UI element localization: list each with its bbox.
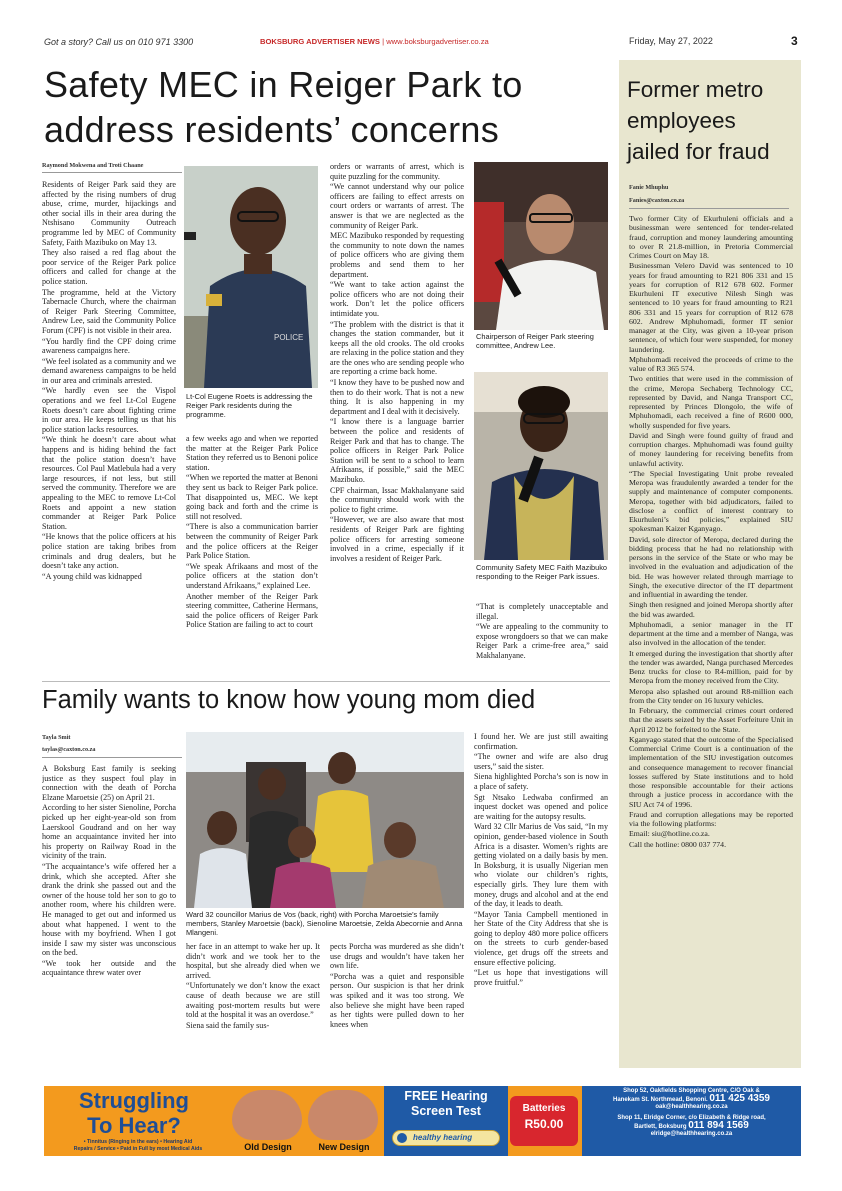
- story1-col2: [186, 434, 318, 704]
- police-officer-illustration: [184, 166, 318, 388]
- masthead-separator: |: [382, 37, 385, 46]
- paragraph: They also raised a red flag about the poor service of the Reiger Park police officers and called for change at the police station.: [42, 248, 176, 286]
- paragraph: Fraud and corruption allegations may be reported via the following platforms:: [629, 809, 793, 828]
- hearing-aid-new-image: [308, 1090, 378, 1140]
- sidebar-byline-rule: [629, 208, 789, 209]
- story1-headline-line2: address residents’ concerns: [44, 109, 499, 150]
- address1-line1: Shop 52, Oakfields Shopping Centre, C/O Oak &: [623, 1088, 760, 1094]
- phone1[interactable]: 011 425 4359: [709, 1093, 770, 1105]
- paragraph: “The problem with the district is that it changes the station commander, but it keeps all the old crooks. The old crooks are relaxing in the police station and they are the ones who are sending people who are reporting a crime back home.: [330, 319, 464, 377]
- paragraph: “We think he doesn’t care about what happens and is hiding behind the fact that the police station doesn’t have resources. Col Paul Matlebula had a very large resources, if not less, but still served the community. Therefore we are appealing to the MEC to remove Lt-Col Roets and appoint a new station commander at Reiger Park Police Station.: [42, 435, 176, 531]
- paragraph: “The acquaintance’s wife offered her a drink, which she accepted. After she drank the drink she passed out and the owner of the house told her son to go to another room, where his children were. He managed to get out and informed us about what happened. I went to the house with my boyfriend. When I got inside I saw my sister was unconscious on the bed.: [42, 861, 176, 958]
- story-tip: Got a story? Call us on 010 971 3300: [44, 37, 194, 47]
- paragraph: pects Porcha was murdered as she didn’t use drugs and wouldn’t have taken her own life.: [330, 942, 464, 971]
- photo-mazibuko-caption: Community Safety MEC Faith Mazibuko responding to the Reiger Park issues.: [476, 563, 608, 581]
- paragraph: In February, the commercial crimes court ordered that the assets seized by the Asset Forfeiture Unit in April 2012 be forfeited to the State.: [629, 706, 793, 734]
- story1-col4: [476, 602, 608, 682]
- photo-roets-caption: Lt-Col Eugene Roets is addressing the Reiger Park residents during the programme.: [186, 392, 313, 419]
- paragraph: Kganyago stated that the outcome of the Specialised Commercial Crime Court is a continuation of the implementation of the SIU investigation outcomes and consequence management to recover financial losses suffered by State institutions and to hold those responsible accountable for their actions through a justice process in accordance with the SIU Act 74 of 1996.: [629, 734, 793, 809]
- paragraph: “I know they have to be pushed now and then to do their work. That is not a new thing. It is also happening in my department and I deal with it decisively.: [330, 378, 464, 416]
- story2-col2: [186, 942, 320, 1066]
- hearing-aid-old-image: [232, 1090, 302, 1140]
- sidebar-email[interactable]: Fanies@caxton.co.za: [629, 197, 685, 204]
- paragraph: “However, we are also aware that most residents of Reiger Park are fighting police officers for arresting someone involved in a crime, especially if it involves a resident of Reiger Park.: [330, 515, 464, 563]
- family-illustration: [186, 732, 464, 908]
- story2-col3: [330, 942, 464, 1066]
- address2: [582, 1119, 801, 1131]
- address1: [582, 1095, 801, 1104]
- free-test-line1: FREE Hearing: [404, 1089, 488, 1103]
- batteries-label: Batteries: [522, 1103, 566, 1114]
- paragraph: “We hardly even see the Vispol operations and we feel Lt-Col Eugene Roets doesn’t care about fighting crime in our area. He keeps telling us that his police station lacks resources.: [42, 386, 176, 434]
- paragraph: Singh then resigned and joined Meropa shortly after the bid was awarded.: [629, 600, 793, 619]
- sidebar-headline-line2: employees: [627, 108, 736, 133]
- paragraph: Two former City of Ekurhuleni officials and a businessman were sentenced for tender-related fraud, corruption and money laundering amounting to over R 21.8-million, in Pretoria Commercial Crimes Court on May 18.: [629, 214, 793, 260]
- paragraph: “A young child was kidnapped: [42, 571, 142, 581]
- paragraph: Residents of Reiger Park said they are affected by the rising numbers of drug abuse, crime, murder, hijackings and other social ills in their area during the Ntshisano Community Outreach programme led by MEC of Community Safety, Faith Mazibuko on May 13.: [42, 180, 176, 247]
- sidebar-byline: Fanie Mhuphu: [629, 184, 669, 191]
- paragraph: “There is also a communication barrier between the community of Reiger Park and the police officers at the Reiger Park Police Station.: [186, 522, 318, 561]
- sidebar-body: [629, 214, 793, 1060]
- paragraph: Sgt Ntsako Ledwaba confirmed an inquest docket was opened and police are waiting for the autopsy results.: [474, 792, 608, 821]
- paragraph: “Mayor Tania Campbell mentioned in her State of the City Address that she is going to deploy 480 more police officers on the streets to curb gender-based violence, get drugs off the streets and ensure effective policing.: [474, 909, 608, 967]
- sidebar-headline: [627, 74, 799, 167]
- address2-line1: Shop 11, Elridge Corner, c/o Elizabeth & Ridge road,: [617, 1114, 766, 1121]
- story2-byline: Tayla Smit: [42, 734, 71, 741]
- photo-family: [186, 732, 464, 908]
- paragraph: David and Singh were found guilty of fraud and corruption charges. Mphuhomadi was found guilty of money laundering for receiving benefits from unlawful activity.: [629, 430, 793, 468]
- ear-icon: [397, 1133, 407, 1143]
- story1-col3: [330, 162, 464, 702]
- paragraph: Two entities that were used in the commission of the crime, Meropa Sechaberg Technology CC, represented by David, and Nanga Transport CC, represented by Princes Dlongolo, the wife of Mphuhomadi, each received a fine of R600 000, wholly suspended for five years.: [629, 374, 793, 430]
- paragraph: “Porcha was a quiet and responsible person. Our suspicion is that her drink was spiked and it was too strong. We also believe she might have been raped as her tights were pulled down to her knees when: [330, 971, 464, 1029]
- paragraph: “We are appealing to the community to expose wrongdoers so that we can make Reiger Park a crime-free area,” said Makhalanyane.: [476, 622, 608, 660]
- paragraph: “The Special Investigating Unit probe revealed Meropa was fraudulently awarded a tender for the supply and maintenance of computer components. Meropa, together with bid adjudicators, failed to disclose a conflict of interest contrary to Ekurhuleni’s bid policies,” explained SIU spokesman Kaizer Kganyago.: [629, 468, 793, 534]
- brand-name: healthy hearing: [413, 1133, 473, 1142]
- photo-lee: [474, 162, 608, 330]
- paragraph: “I know there is a language barrier between the police and residents of Reiger Park and that has to change. The police officers in Reiger Park Police Station will be sent to a school to learn Afrikaans, if possible,” said the MEC Mazibuko.: [330, 417, 464, 484]
- photo-family-caption: Ward 32 councillor Marius de Vos (back, right) with Porcha Maroetsie’s family members, Stanley Maroetsie (back), Sienoline Maroetsie, Zelda Abecornie and Anna Mlangeni.: [186, 910, 463, 937]
- paragraph: her face in an attempt to wake her up. It didn’t work and we took her to the hospital, but she already died when we arrived.: [186, 942, 320, 980]
- paragraph: Siena said the family sus-: [186, 1020, 270, 1030]
- story2-col4: [474, 732, 608, 1066]
- sidebar-headline-line1: Former metro: [627, 77, 764, 102]
- story1-byline: Raymond Mokwena and Troti Chaane: [42, 162, 144, 169]
- batteries-box: [510, 1096, 578, 1146]
- old-design-label: Old Design: [244, 1142, 292, 1152]
- paragraph: “We took her outside and the acquaintance threw water over: [42, 958, 176, 978]
- story1-byline-rule: [42, 172, 182, 173]
- header-bar: [44, 34, 804, 50]
- paragraph: CPF chairman, Issac Makhalanyane said the community should work with the police to fight crime.: [330, 485, 464, 514]
- masthead-url[interactable]: www.boksburgadvertiser.co.za: [386, 37, 489, 46]
- ad-services-line2: Repairs / Service • Paid in Full by most Medical Aids: [73, 1145, 203, 1152]
- issue-date: Friday, May 27, 2022: [629, 36, 713, 46]
- masthead: [260, 37, 489, 46]
- ad-title-line2: To Hear?: [87, 1113, 181, 1138]
- speaker-illustration: [474, 162, 608, 330]
- story1-col1: [42, 180, 176, 700]
- paragraph: Ward 32 Cllr Marius de Vos said, “In my opinion, gender-based violence in South Africa is a disaster. Women’s rights are getting violated on a daily basis by men. In Boksburg, it is usually Nigerian men who violate our children’s rights, especially girls. They lure them with money, drugs and alcohol and at the end of the day, it leads to death.: [474, 822, 608, 909]
- photo-lee-caption: Chairperson of Reiger Park steering committee, Andrew Lee.: [476, 332, 594, 350]
- paragraph: Another member of the Reiger Park steering committee, Catherine Hermans, said the police officers of Reiger Park Police Station are failing to act to court: [186, 591, 318, 630]
- paragraph: Siena highlighted Porcha’s son is now in a place of safety.: [474, 772, 608, 791]
- story1-headline: [44, 62, 614, 152]
- paragraph: According to her sister Sienoline, Porcha picked up her eight-year-old son from Laerskool Goudrand and on her way home an acquaintance invited her into his property on Railway Road in the vicinity of the train.: [42, 803, 176, 861]
- paragraph: “Unfortunately we don’t know the exact cause of death because we are still awaiting post-mortem results but were told at the hospital it was an overdose.”: [186, 981, 320, 1020]
- paragraph: Meropa also splashed out around R8-million each from the City tender on 16 luxury vehicles.: [629, 686, 793, 705]
- email2[interactable]: elridge@healthhearing.co.za: [650, 1131, 733, 1138]
- paragraph: “That is completely unacceptable and illegal.: [476, 602, 608, 621]
- ad-title: [44, 1088, 224, 1138]
- ad-title-line1: Struggling: [79, 1088, 189, 1113]
- paragraph: “We feel isolated as a community and we demand awareness campaigns to be held in our area and criminals arrested.: [42, 356, 176, 385]
- sidebar-headline-line3: jailed for fraud: [627, 139, 770, 164]
- paragraph: “We want to take action against the police officers who are not doing their work. Don’t let the police officers intimidate you.: [330, 280, 464, 318]
- new-design-label: New Design: [318, 1142, 370, 1152]
- paragraph: MEC Mazibuko responded by requesting the community to note down the names of police officers who are giving them problems and send them to her department.: [330, 231, 464, 279]
- paragraph: Call the hotline: 0800 037 774.: [629, 839, 727, 849]
- paragraph: “We speak Afrikaans and most of the police officers at the station don’t understand Afrikaans,” explained Lee.: [186, 561, 318, 590]
- photo-mazibuko: [474, 372, 608, 560]
- hearing-ad[interactable]: [44, 1086, 801, 1156]
- paragraph: It emerged during the investigation that shortly after the tender was awarded, Nanga purchased Mercedes Benz trucks for close to R4-million, paid for by Meropa from the money received from the City.: [629, 648, 793, 686]
- story2-email[interactable]: taylas@caxton.co.za: [42, 746, 96, 753]
- story1-headline-line1: Safety MEC in Reiger Park to: [44, 64, 523, 105]
- paragraph: Mphuhomadi received the proceeds of crime to the value of R3 365 574.: [629, 354, 793, 373]
- paragraph: David, sole director of Meropa, declared during the bidding process that he had no relationship with persons in the service of the State or who may be involved in the evaluation and adjudication of the bid. He was however related through marriage to Singh, the executive director of the IT department and influential in awarding the tender.: [629, 534, 793, 599]
- paragraph: “Let us hope that investigations will prove fruitful.”: [474, 968, 608, 987]
- contact-box: [582, 1086, 801, 1156]
- free-test-line2: Screen Test: [411, 1104, 481, 1118]
- paragraph: Mphuhomadi, a senior manager in the IT department at the time and a member of Nanga, was also involved in the allocation of the tender.: [629, 619, 793, 648]
- ad-services-line1: • Tinnitus (Ringing in the ears) • Hearing Aid: [83, 1139, 193, 1145]
- free-test-title: [384, 1089, 508, 1119]
- phone2[interactable]: 011 894 1569: [688, 1119, 749, 1131]
- paragraph: A Boksburg East family is seeking justice as they suspect foul play in connection with the death of Porcha Elzane Maroetsie (25) on April 21.: [42, 764, 176, 802]
- story2-col1: [42, 764, 176, 1064]
- sidebar-panel: [619, 60, 801, 1068]
- address1-line2: Hanekam St. Northmead, Benoni.: [613, 1097, 708, 1104]
- address2-line2: Bartlett, Boksburg: [634, 1123, 687, 1130]
- email1[interactable]: oak@healthhearing.co.za: [655, 1104, 728, 1111]
- story2-top-rule: [42, 681, 610, 682]
- paragraph: “He knows that the police officers at his police station are taking bribes from criminals and drug dealers, but he doesn’t take any action.: [42, 532, 176, 571]
- free-test-box: [384, 1086, 508, 1156]
- page-number: 3: [791, 34, 798, 48]
- masthead-name: BOKSBURG ADVERTISER NEWS: [260, 37, 380, 46]
- ad-services: [48, 1139, 228, 1152]
- story2-byline-rule: [42, 757, 182, 758]
- photo-roets: [184, 166, 318, 388]
- svg-text:POLICE: POLICE: [274, 333, 304, 342]
- story2-headline: Family wants to know how young mom died: [42, 686, 536, 714]
- paragraph: The programme, held at the Victory Tabernacle Church, where the chairman of Reiger Park Steering Committee, Andrew Lee, said the Community Police Forum (CPF) is not visible in their area.: [42, 287, 176, 335]
- brand-badge: [392, 1130, 500, 1146]
- mec-illustration: [474, 372, 608, 560]
- paragraph: Businessman Velero David was sentenced to 10 years for fraud amounting to R21 806 331 and 15 years for corruption of R12 678 602. Former Ekurhuleni IT executive Nilesh Singh was sentenced to 10 years for fraud amounting to R21 806 331 and 15 years for corruption of R12 678 602. Andrew Mphuhomadi, former IT senior manager at the City, was given a 10-year prison sentence, of which four were suspended, for money laundering.: [629, 261, 793, 354]
- paragraph: “When we reported the matter at Benoni they sent us back to Reiger Park police. That disappointed us, MEC. We kept going back and forth and the crime is still not resolved.: [186, 473, 318, 521]
- paragraph: a few weeks ago and when we reported the matter at the Reiger Park Police Station they referred us to Benoni police station.: [186, 434, 318, 472]
- paragraph: Email: siu@hotline.co.za.: [629, 829, 710, 839]
- paragraph: “You hardly find the CPF doing crime awareness campaigns here.: [42, 336, 176, 356]
- paragraph: I found her. We are just still awaiting confirmation.: [474, 732, 608, 751]
- paragraph: orders or warrants of arrest, which is quite puzzling for the community.: [330, 162, 464, 181]
- paragraph: “The owner and wife are also drug users,” said the sister.: [474, 752, 608, 771]
- paragraph: “We cannot understand why our police officers are failing to effect arrests on court orders or warrants of arrest. The answer is that we are neglected as the community of Reiger Park.: [330, 182, 464, 230]
- batteries-price: R50.00: [524, 1117, 564, 1131]
